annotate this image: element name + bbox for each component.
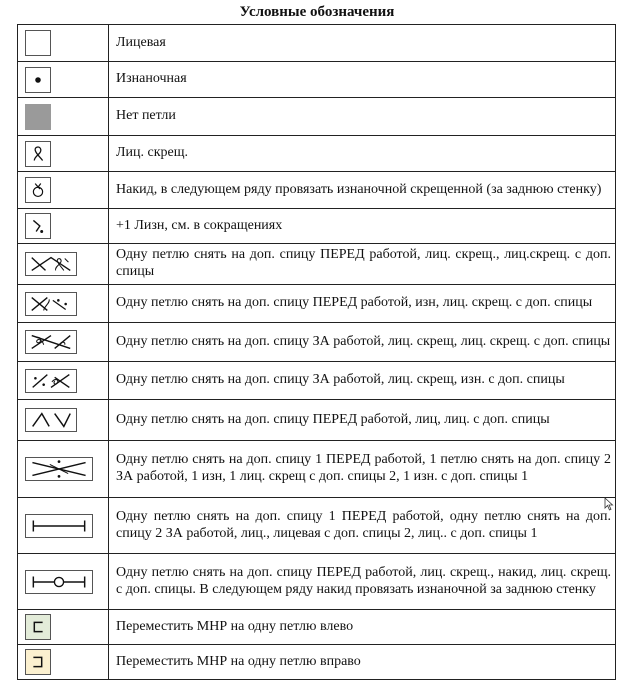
table-row bbox=[18, 172, 616, 209]
increase-left-icon bbox=[25, 213, 51, 239]
row-text: Одну петлю снять на доп. спицу ПЕРЕД работой, изн, лиц. скрещ. с доп. спицы bbox=[109, 285, 616, 323]
row-text: Накид, в следующем ряду провязать изнаночной скрещенной (за заднюю стенку) bbox=[109, 172, 616, 209]
bar-circle-icon bbox=[25, 570, 93, 594]
table-row bbox=[18, 244, 616, 285]
row-text: Одну петлю снять на доп. спицу ЗА работой, лиц. скрещ, изн. с доп. спицы bbox=[109, 362, 616, 400]
row-text: Лиц. скрещ. bbox=[109, 136, 616, 172]
row-text: Одну петлю снять на доп. спицу ЗА работой, лиц. скрещ, лиц. скрещ. с доп. спицы bbox=[109, 323, 616, 362]
table-row bbox=[18, 62, 616, 98]
legend-title: Условные обозначения bbox=[239, 4, 395, 20]
row-text: Лицевая bbox=[109, 25, 616, 62]
cross-back-twisted-icon bbox=[25, 330, 77, 354]
twisted-knit-icon bbox=[25, 141, 51, 167]
row-text: Одну петлю снять на доп. спицу ПЕРЕД работой, лиц. скрещ., лиц.скрещ. с доп. спицы bbox=[109, 244, 616, 285]
table-row bbox=[18, 645, 616, 680]
row-text: Нет петли bbox=[109, 98, 616, 136]
gray-square-icon bbox=[25, 104, 51, 130]
table-row bbox=[18, 441, 616, 498]
bar-icon bbox=[25, 514, 93, 538]
table-row bbox=[18, 362, 616, 400]
row-text: Переместить МНР на одну петлю влево bbox=[109, 610, 616, 645]
mouse-cursor-icon bbox=[604, 497, 614, 511]
row-text: Одну петлю снять на доп. спицу 1 ПЕРЕД работой, 1 петлю снять на доп. спицу 2 ЗА работой, 1 изн, 1 лиц. скрещ с доп. спицы 2, 1 изн. с доп. спицы 1 bbox=[109, 441, 616, 498]
table-row bbox=[18, 610, 616, 645]
row-text: Одну петлю снять на доп. спицу 1 ПЕРЕД работой, одну петлю снять на доп. спицу 2 ЗА работой, лиц., лицевая с доп. спицы 2, лиц.. с доп. спицы 1 bbox=[109, 498, 616, 554]
marker-right-icon bbox=[25, 649, 51, 675]
big-cross-icon bbox=[25, 457, 93, 481]
table-row bbox=[18, 136, 616, 172]
table-row bbox=[18, 98, 616, 136]
row-text: Одну петлю снять на доп. спицу ПЕРЕД работой, лиц, лиц. с доп. спицы bbox=[109, 400, 616, 441]
row-text: Переместить МНР на одну петлю вправо bbox=[109, 645, 616, 680]
marker-left-icon bbox=[25, 614, 51, 640]
row-text: Одну петлю снять на доп. спицу ПЕРЕД работой, лиц. скрещ., накид, лиц. скрещ. с доп. спицы. В следующем ряду накид провязать изнаночной за заднюю стенку bbox=[109, 554, 616, 610]
cross-front-purl-icon bbox=[25, 292, 77, 316]
dot-icon bbox=[25, 67, 51, 93]
cross-back-purl-icon bbox=[25, 369, 77, 393]
cross-front-twisted-icon bbox=[25, 252, 77, 276]
table-row bbox=[18, 400, 616, 441]
table-row bbox=[18, 323, 616, 362]
table-row bbox=[18, 209, 616, 244]
row-text: +1 Лизн, см. в сокращениях bbox=[109, 209, 616, 244]
table-row bbox=[18, 285, 616, 323]
empty-square-icon bbox=[25, 30, 51, 56]
legend-table bbox=[17, 24, 616, 680]
table-row bbox=[18, 498, 616, 554]
yarn-over-twisted-icon bbox=[25, 177, 51, 203]
cross-front-knit-icon bbox=[25, 408, 77, 432]
table-row bbox=[18, 554, 616, 610]
table-row bbox=[18, 25, 616, 62]
row-text: Изнаночная bbox=[109, 62, 616, 98]
